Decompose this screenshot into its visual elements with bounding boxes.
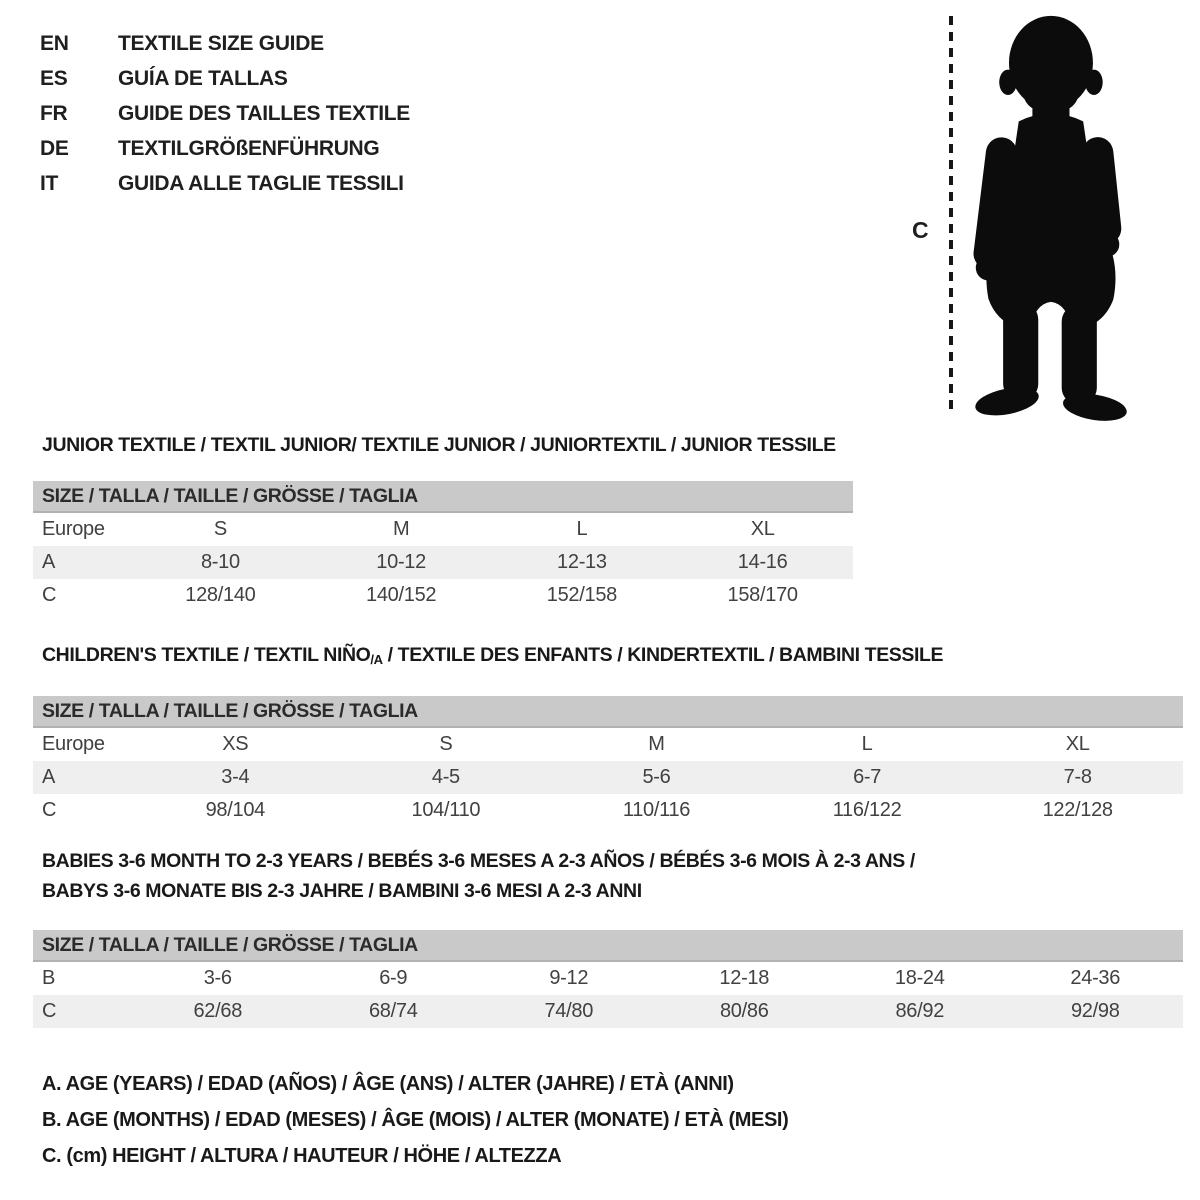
table-cell: 12-13: [557, 551, 607, 573]
language-code: IT: [40, 171, 59, 195]
table-cell: XL: [750, 518, 775, 540]
table-cell: 18-24: [894, 967, 945, 989]
section-title: BABIES 3-6 MONTH TO 2-3 YEARS / BEBÉS 3-6 MESES A 2-3 AÑOS / BÉBÉS 3-6 MOIS À 2-3 ANS /: [42, 850, 915, 872]
table-cell: 9-12: [549, 967, 589, 989]
section-junior-textile: [33, 430, 853, 612]
table-row: [33, 995, 1183, 1028]
table-cell: 4-5: [431, 766, 460, 788]
language-row: [40, 96, 410, 131]
table-cell: 62/68: [193, 1000, 243, 1022]
table-rows: [33, 728, 1183, 827]
section-title-block: [33, 640, 1183, 675]
language-code: ES: [40, 66, 68, 90]
language-title: GUIDE DES TAILLES TEXTILE: [118, 101, 410, 125]
language-code: DE: [40, 136, 69, 160]
children-size-table: [33, 696, 1183, 827]
table-cell: 80/86: [719, 1000, 769, 1022]
row-label: A: [42, 766, 56, 788]
row-label: B: [42, 967, 56, 989]
table-cell: 5-6: [642, 766, 671, 788]
table-cell: 104/110: [411, 799, 481, 821]
language-title: GUIDA ALLE TAGLIE TESSILI: [118, 171, 404, 195]
table-cell: 140/152: [366, 584, 437, 606]
table-cell: M: [392, 518, 410, 540]
size-header-bar: SIZE / TALLA / TAILLE / GRÖSSE / TAGLIA: [33, 481, 853, 513]
table-cell: L: [576, 518, 588, 540]
table-cell: M: [648, 733, 665, 755]
language-row: [40, 131, 410, 166]
table-cell: 98/104: [205, 799, 265, 821]
table-cell: 152/158: [546, 584, 617, 606]
table-cell: 3-4: [221, 766, 250, 788]
baby-silhouette-icon: [956, 12, 1142, 422]
table-row: [33, 546, 853, 579]
table-row: [33, 579, 853, 612]
section-title: CHILDREN'S TEXTILE / TEXTIL $NIÑO_{/A}$ / TEXTILE DES ENFANTS / KINDERTEXTIL / BAMBINI TESSILE: [42, 644, 944, 667]
table-cell: 24-36: [1070, 967, 1121, 989]
table-cell: S: [439, 733, 453, 755]
table-row: [33, 962, 1183, 995]
language-row: [40, 166, 410, 201]
table-cell: 74/80: [544, 1000, 594, 1022]
junior-size-table: [33, 481, 853, 612]
table-cell: 3-6: [203, 967, 232, 989]
section-babies-textile: [33, 846, 1183, 1028]
table-cell: XL: [1065, 733, 1090, 755]
table-cell: 12-18: [719, 967, 770, 989]
size-header-bar: SIZE / TALLA / TAILLE / GRÖSSE / TAGLIA: [33, 930, 1183, 962]
table-cell: 14-16: [737, 551, 788, 573]
language-code: EN: [40, 31, 69, 55]
language-title: TEXTILE SIZE GUIDE: [118, 31, 324, 55]
section-title: BABYS 3-6 MONATE BIS 2-3 JAHRE / BAMBINI 3-6 MESI A 2-3 ANNI: [42, 880, 642, 902]
height-measure-dashed-line: [949, 16, 953, 416]
legend: [42, 1066, 788, 1174]
table-cell: 86/92: [895, 1000, 945, 1022]
table-cell: XS: [222, 733, 249, 755]
language-title: TEXTILGRÖßENFÜHRUNG: [118, 136, 380, 160]
language-code: FR: [40, 101, 68, 125]
table-row: [33, 728, 1183, 761]
table-rows: [33, 962, 1183, 1028]
table-cell: L: [861, 733, 873, 755]
table-cell: 8-10: [200, 551, 240, 573]
table-cell: 10-12: [376, 551, 426, 573]
babies-size-table: [33, 930, 1183, 1028]
section-children-textile: [33, 640, 1183, 827]
table-cell: 158/170: [727, 584, 798, 606]
table-cell: 128/140: [185, 584, 256, 606]
legend-line-b: B. AGE (MONTHS) / EDAD (MESES) / ÂGE (MOIS) / ALTER (MONATE) / ETÀ (MESI): [42, 1109, 789, 1131]
table-cell: 6-7: [853, 766, 882, 788]
height-measure-label: C: [912, 217, 929, 243]
language-title: GUÍA DE TALLAS: [118, 66, 288, 90]
row-label: A: [42, 551, 56, 573]
table-cell: 110/116: [622, 799, 691, 821]
table-cell: 7-8: [1063, 766, 1092, 788]
section-title-block: [33, 846, 1183, 906]
table-rows: [33, 513, 853, 612]
legend-line-a: A. AGE (YEARS) / EDAD (AÑOS) / ÂGE (ANS) / ALTER (JAHRE) / ETÀ (ANNI): [42, 1073, 734, 1095]
table-cell: 92/98: [1070, 1000, 1120, 1022]
row-label: C: [42, 799, 57, 821]
row-label: Europe: [42, 733, 105, 755]
legend-line-c: C. (cm) HEIGHT / ALTURA / HAUTEUR / HÖHE / ALTEZZA: [42, 1145, 562, 1167]
table-cell: S: [213, 518, 227, 540]
row-label: Europe: [42, 518, 105, 540]
table-row: [33, 513, 853, 546]
table-cell: 6-9: [379, 967, 408, 989]
language-row: [40, 26, 410, 61]
section-title-block: [33, 430, 853, 460]
table-cell: 68/74: [368, 1000, 418, 1022]
section-title: JUNIOR TEXTILE / TEXTIL JUNIOR/ TEXTILE JUNIOR / JUNIORTEXTIL / JUNIOR TESSILE: [42, 434, 836, 456]
language-row: [40, 61, 410, 96]
table-row: [33, 761, 1183, 794]
row-label: C: [42, 584, 57, 606]
row-label: C: [42, 1000, 57, 1022]
table-cell: 122/128: [1042, 799, 1113, 821]
language-list: [40, 26, 410, 201]
table-row: [33, 794, 1183, 827]
table-cell: 116/122: [832, 799, 902, 821]
size-header-bar: SIZE / TALLA / TAILLE / GRÖSSE / TAGLIA: [33, 696, 1183, 728]
